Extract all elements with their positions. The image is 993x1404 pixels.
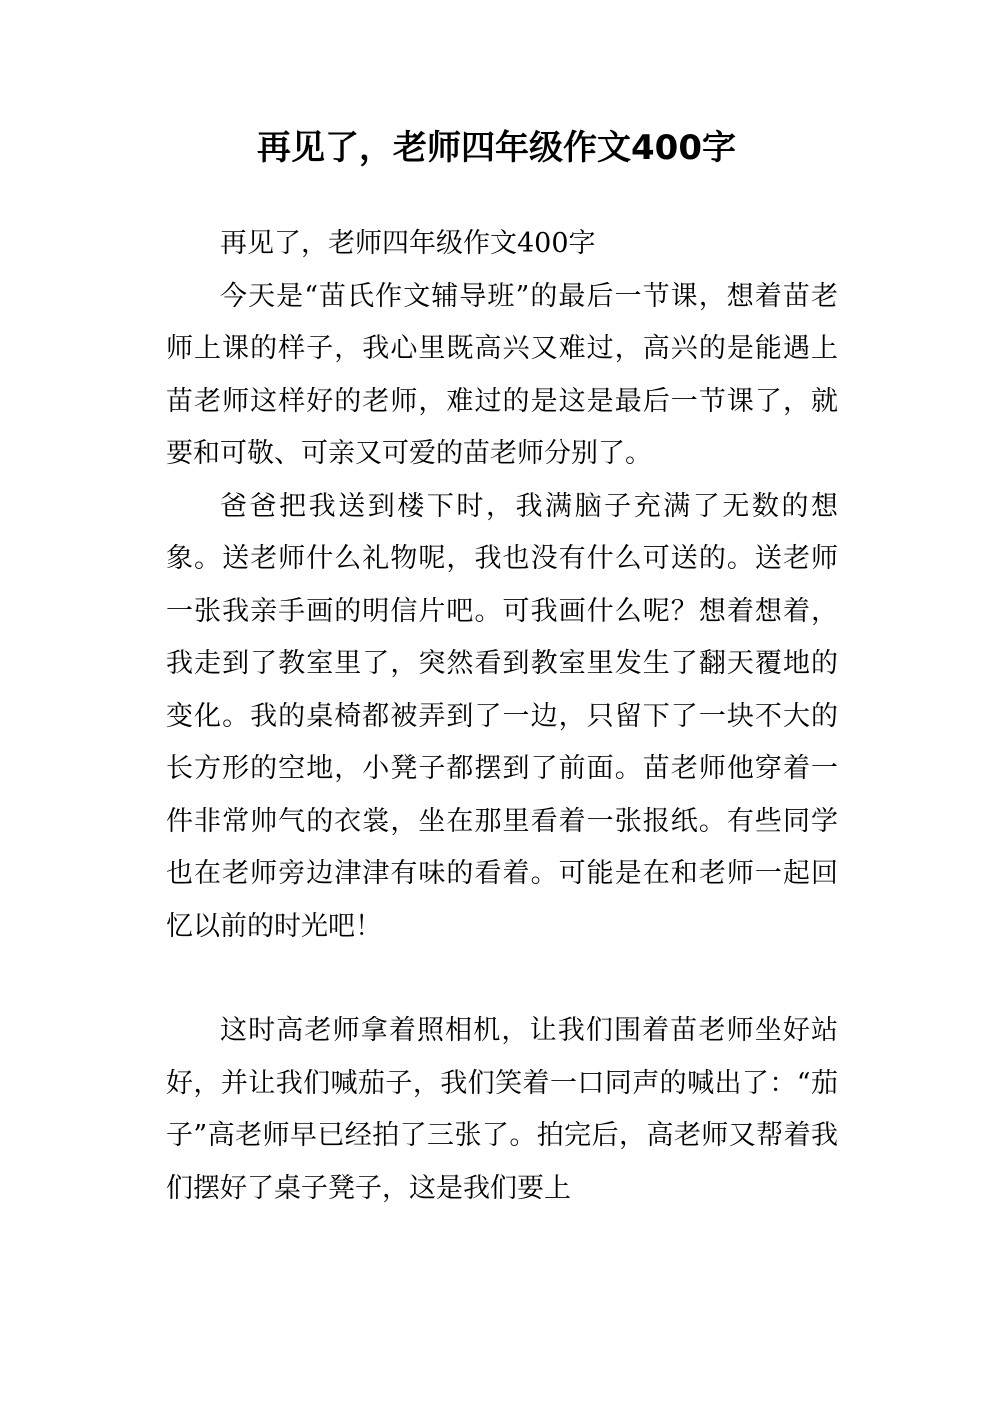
paragraph-1: 今天是“苗氏作文辅导班”的最后一节课，想着苗老师上课的样子，我心里既高兴又难过，高兴的是能遇上苗老师这样好的老师，难过的是这是最后一节课了，就要和可敬、可亲又可爱的苗老师分别了。: [166, 280, 838, 469]
document-body: [166, 218, 838, 1215]
paragraph-3: 这时高老师拿着照相机，让我们围着苗老师坐好站好，并让我们喊茄子，我们笑着一口同声的喊出了：“茄子”高老师早已经拍了三张了。拍完后，高老师又帮着我们摆好了桌子凳子，这是我们要上: [166, 1015, 838, 1204]
document-title: 再见了，老师四年级作文400字: [257, 128, 736, 168]
paragraph-2: 爸爸把我送到楼下时，我满脑子充满了无数的想象。送老师什么礼物呢，我也没有什么可送的。送老师一张我亲手画的明信片吧。可我画什么呢？想着想着，我走到了教室里了，突然看到教室里发生了翻天覆地的变化。我的桌椅都被弄到了一边，只留下了一块不大的长方形的空地，小凳子都摆到了前面。苗老师他穿着一件非常帅气的衣裳，坐在那里看着一张报纸。有些同学也在老师旁边津津有味的看着。可能是在和老师一起回忆以前的时光吧！: [166, 490, 838, 942]
paragraph-subtitle: 再见了，老师四年级作文400字: [220, 228, 596, 259]
